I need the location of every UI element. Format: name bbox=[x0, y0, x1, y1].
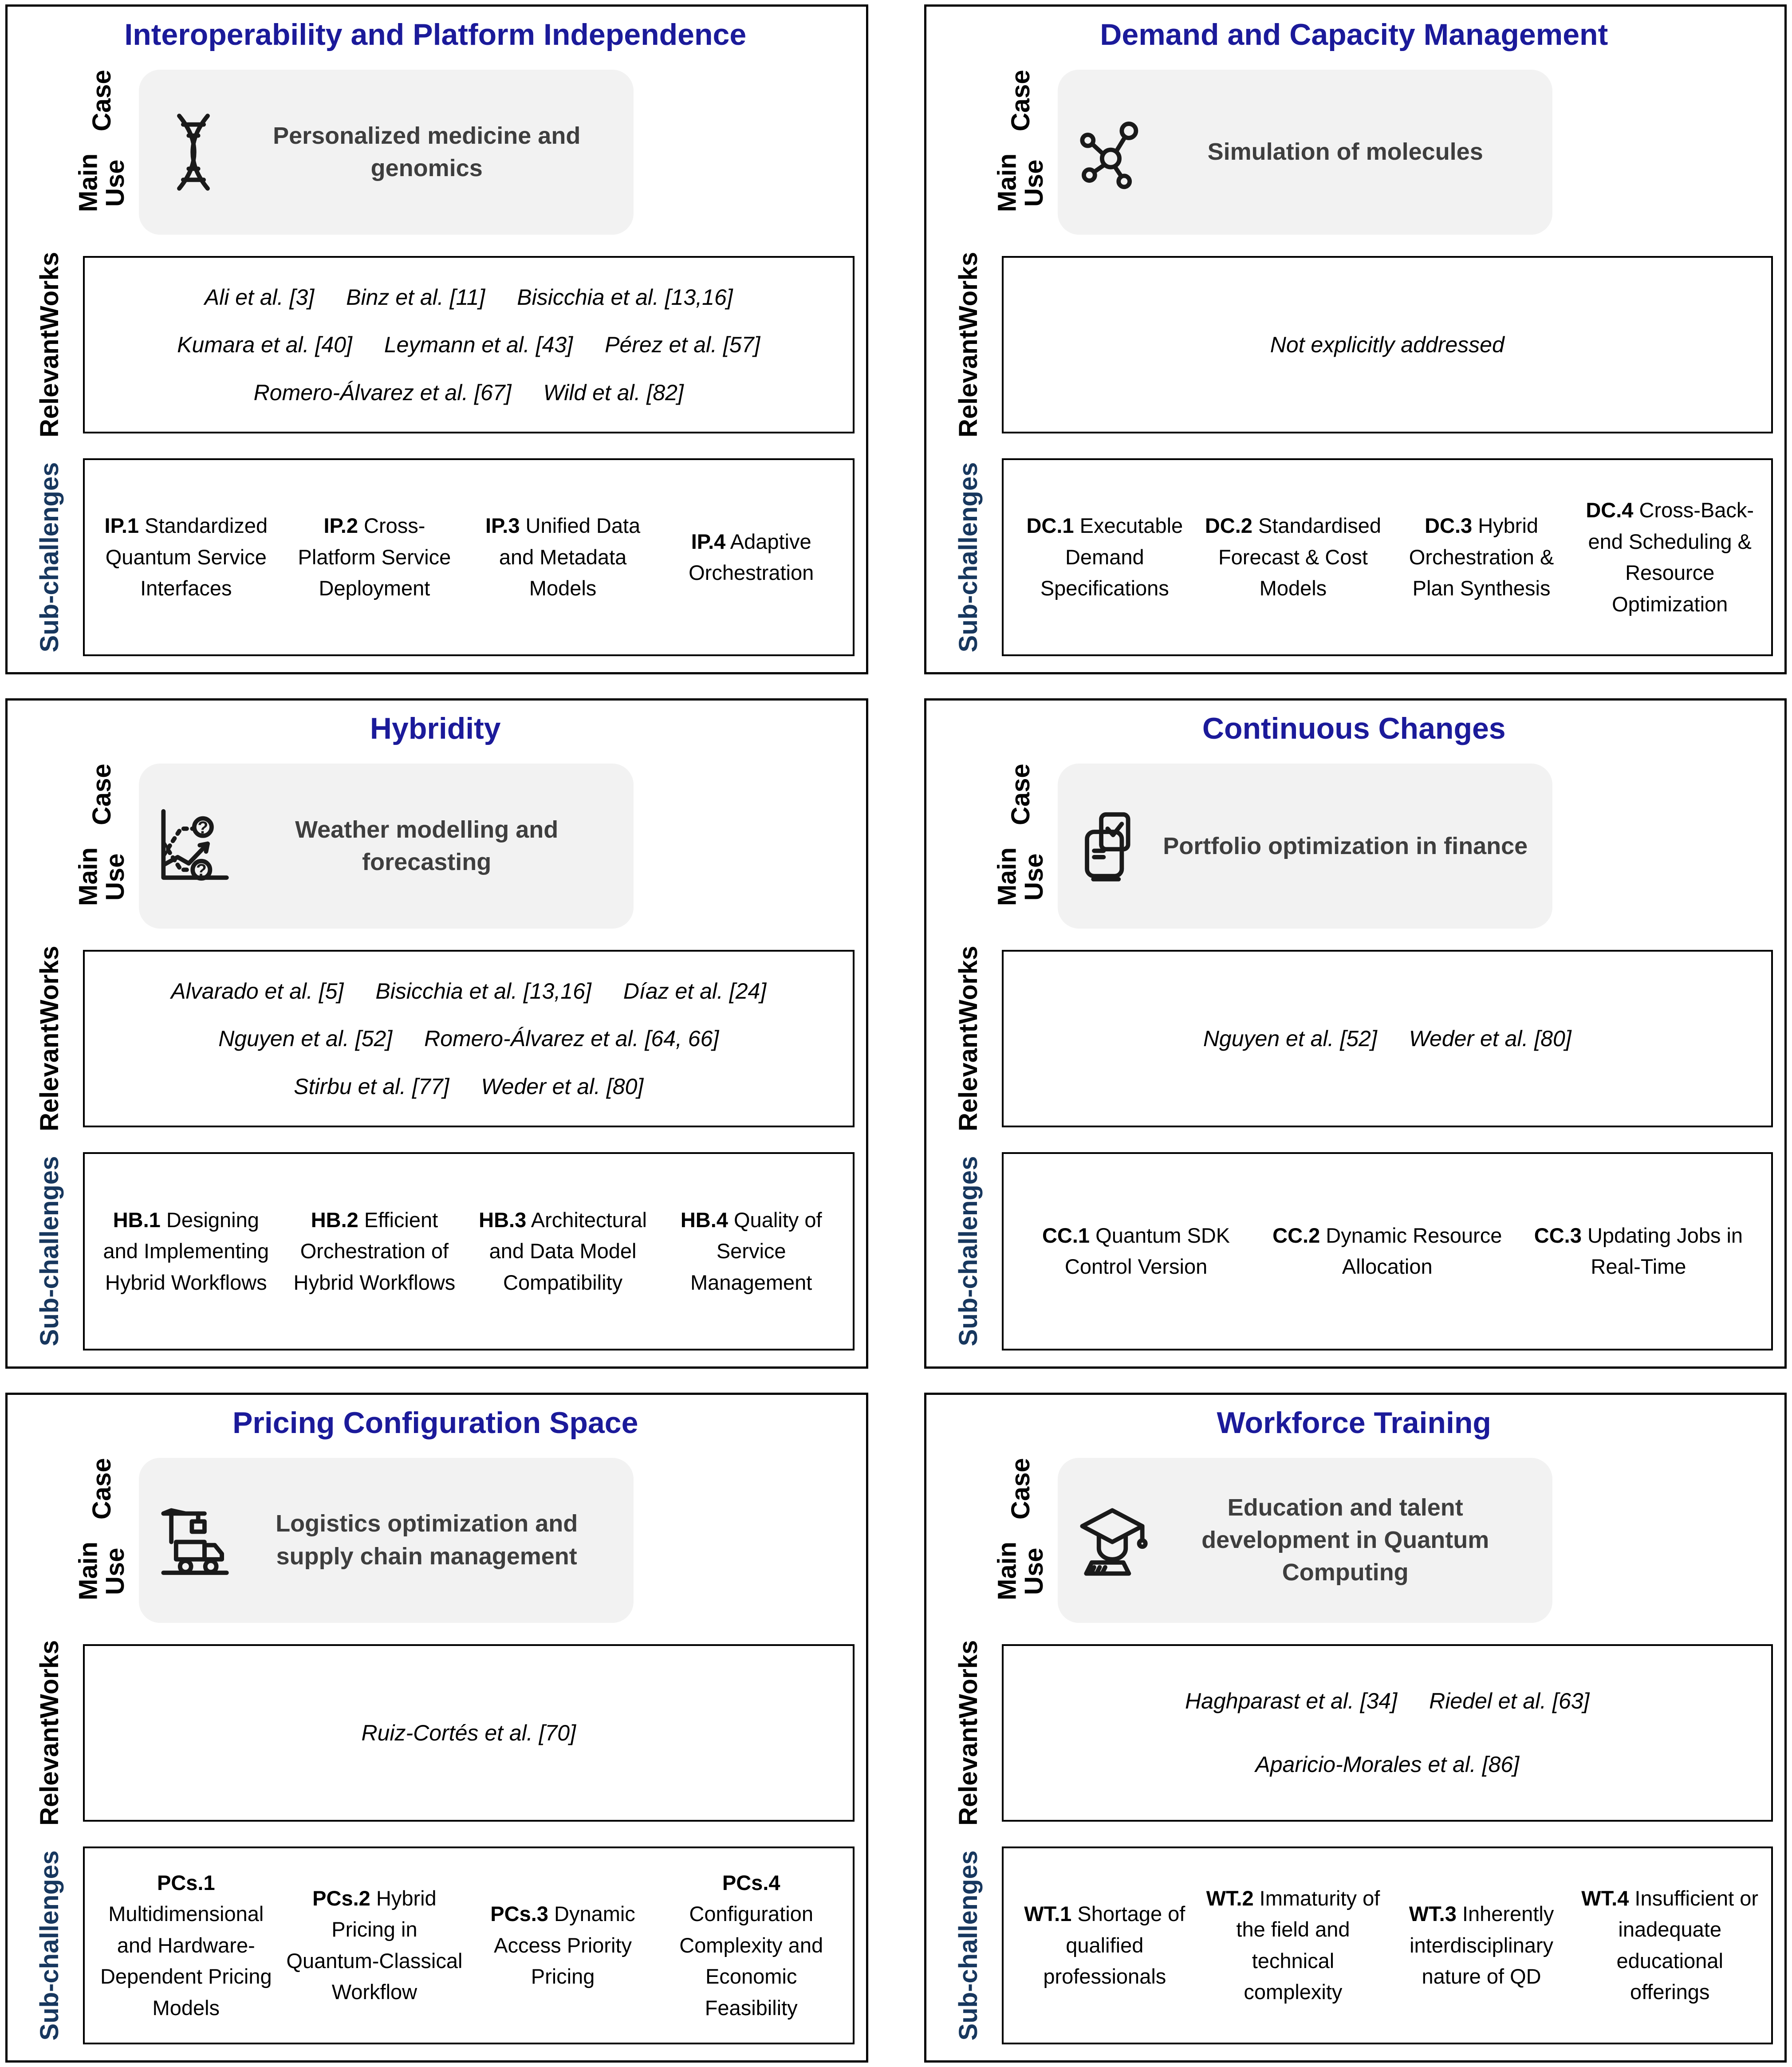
sub-challenge-code: HB.2 bbox=[311, 1208, 358, 1232]
citation: Riedel et al. [63] bbox=[1429, 1688, 1590, 1713]
sub-challenge-item: CC.1 Quantum SDK Control Version bbox=[1042, 1223, 1230, 1279]
citation: Weder et al. [80] bbox=[1409, 1026, 1571, 1051]
sub-challenge-code: IP.1 bbox=[104, 514, 139, 538]
sub-challenge-item: CC.2 Dynamic Resource Allocation bbox=[1272, 1223, 1502, 1279]
works-line bbox=[95, 284, 842, 310]
works-line bbox=[1014, 332, 1761, 358]
citation: Nguyen et al. [52] bbox=[1203, 1026, 1377, 1051]
works-line bbox=[1014, 1752, 1761, 1777]
sub-challenge-item: WT.4 Insufficient or inadequate educational offerings bbox=[1581, 1886, 1759, 2004]
sub-challenge-code: WT.1 bbox=[1024, 1902, 1072, 1926]
sub-challenge-code: WT.2 bbox=[1206, 1886, 1254, 1910]
sub-challenge-code: PCs.2 bbox=[312, 1886, 370, 1910]
sub-challenge-item: HB.4 Quality of Service Management bbox=[680, 1208, 822, 1294]
works-line bbox=[1014, 1026, 1761, 1051]
works-line bbox=[1014, 1688, 1761, 1714]
sub-challenge-code: WT.3 bbox=[1409, 1902, 1457, 1926]
sub-challenges-label: Sub-challenges bbox=[35, 462, 64, 653]
citation: Ali et al. [3] bbox=[204, 284, 315, 310]
sub-challenge-item: DC.3 Hybrid Orchestration & Plan Synthesis bbox=[1409, 514, 1554, 600]
works-line bbox=[95, 332, 842, 358]
sub-challenges-box bbox=[1002, 458, 1773, 656]
use-case-box bbox=[139, 70, 634, 235]
panel-title: Workforce Training bbox=[1217, 1406, 1491, 1440]
citation: Haghparast et al. [34] bbox=[1185, 1688, 1398, 1713]
dna-icon bbox=[154, 113, 233, 192]
works-line bbox=[95, 380, 842, 406]
citation: Bisicchia et al. [13,16] bbox=[375, 978, 591, 1004]
use-case-box bbox=[139, 1458, 634, 1623]
relevant-works-label: Relevant Works bbox=[35, 946, 64, 1132]
sub-challenges-label: Sub-challenges bbox=[35, 1850, 64, 2041]
sub-challenges-row bbox=[935, 1847, 1773, 2044]
use-case-text: Education and talent development in Quantum Computing bbox=[1201, 1494, 1489, 1586]
sub-challenges-box bbox=[83, 1152, 855, 1350]
sub-challenges-box bbox=[83, 1847, 855, 2044]
relevant-works-row bbox=[935, 252, 1773, 437]
relevant-works-box bbox=[1002, 950, 1773, 1127]
portfolio-folder-icon bbox=[1073, 807, 1152, 886]
panel-title: Continuous Changes bbox=[1202, 712, 1506, 746]
relevant-works-row bbox=[935, 946, 1773, 1132]
main-use-case-row bbox=[69, 764, 855, 929]
sub-challenge-item: CC.3 Updating Jobs in Real-Time bbox=[1534, 1223, 1743, 1279]
relevant-works-box bbox=[1002, 1644, 1773, 1822]
sub-challenges-label: Sub-challenges bbox=[35, 1156, 64, 1347]
panel-title: Hybridity bbox=[370, 712, 501, 746]
sub-challenges-box bbox=[1002, 1152, 1773, 1350]
sub-challenge-code: HB.4 bbox=[680, 1208, 728, 1232]
use-case-box bbox=[1058, 70, 1552, 235]
sub-challenge-item: PCs.1 Multidimensional and Hardware-Dependent Pricing Models bbox=[100, 1870, 272, 2020]
use-case-box bbox=[139, 764, 634, 929]
molecule-icon bbox=[1073, 113, 1152, 192]
citation: Díaz et al. [24] bbox=[623, 978, 767, 1004]
sub-challenge-item: IP.4 Adaptive Orchestration bbox=[689, 529, 814, 585]
sub-challenge-item: IP.1 Standardized Quantum Service Interfaces bbox=[104, 514, 268, 600]
relevant-works-box bbox=[83, 950, 855, 1127]
sub-challenge-code: CC.1 bbox=[1042, 1223, 1090, 1247]
works-line bbox=[95, 1026, 842, 1051]
citation: Romero-Álvarez et al. [64, 66] bbox=[424, 1026, 719, 1051]
relevant-works-label: Relevant Works bbox=[953, 252, 983, 437]
panel-pricing-configuration bbox=[5, 1393, 868, 2063]
main-use-case-label: Main Use Case bbox=[74, 764, 130, 906]
sub-challenge-code: IP.2 bbox=[323, 514, 358, 538]
citation: Wild et al. [82] bbox=[543, 380, 684, 405]
sub-challenge-code: CC.3 bbox=[1534, 1223, 1582, 1247]
panel-title: Interoperability and Platform Independence bbox=[124, 18, 747, 51]
relevant-works-box bbox=[1002, 256, 1773, 433]
main-use-case-label: Main Use Case bbox=[74, 70, 130, 213]
sub-challenge-code: DC.3 bbox=[1425, 514, 1473, 538]
relevant-works-row bbox=[16, 252, 855, 437]
main-use-case-label: Main Use Case bbox=[992, 764, 1048, 906]
sub-challenge-code: WT.4 bbox=[1581, 1886, 1629, 1910]
relevant-works-row bbox=[16, 1640, 855, 1826]
use-case-box bbox=[1058, 1458, 1552, 1623]
sub-challenge-item: WT.2 Immaturity of the field and technical complexity bbox=[1206, 1886, 1380, 2004]
sub-challenge-item: DC.4 Cross-Back-end Scheduling & Resource Optimization bbox=[1586, 498, 1754, 616]
sub-challenge-item: IP.2 Cross-Platform Service Deployment bbox=[298, 514, 451, 600]
main-use-case-row bbox=[988, 1458, 1773, 1623]
sub-challenges-row bbox=[16, 458, 855, 656]
citation: Binz et al. [11] bbox=[346, 284, 485, 310]
citation: Kumara et al. [40] bbox=[177, 332, 352, 357]
sub-challenge-code: DC.1 bbox=[1026, 514, 1074, 538]
panel-interoperability bbox=[5, 4, 868, 674]
panel-continuous-changes bbox=[924, 698, 1787, 1368]
svg-text:?: ? bbox=[196, 861, 207, 880]
sub-challenges-row bbox=[16, 1152, 855, 1350]
sub-challenge-item: IP.3 Unified Data and Metadata Models bbox=[485, 514, 641, 600]
main-use-case-row bbox=[69, 70, 855, 235]
sub-challenge-code: IP.4 bbox=[691, 529, 726, 553]
sub-challenge-item: HB.2 Efficient Orchestration of Hybrid Workflows bbox=[293, 1208, 456, 1294]
panel-title: Pricing Configuration Space bbox=[232, 1406, 638, 1440]
sub-challenge-code: DC.4 bbox=[1586, 498, 1634, 522]
sub-challenge-item: PCs.2 Hybrid Pricing in Quantum-Classical Workflow bbox=[286, 1886, 463, 2004]
sub-challenge-item: WT.3 Inherently interdisciplinary nature of QD bbox=[1409, 1902, 1554, 1988]
citation: Weder et al. [80] bbox=[481, 1074, 644, 1099]
sub-challenges-box bbox=[83, 458, 855, 656]
sub-challenges-label: Sub-challenges bbox=[953, 1850, 983, 2041]
sub-challenges-label: Sub-challenges bbox=[953, 462, 983, 653]
svg-text:?: ? bbox=[197, 818, 209, 838]
sub-challenge-code: PCs.1 bbox=[157, 1870, 215, 1894]
citation: Stirbu et al. [77] bbox=[294, 1074, 449, 1099]
use-case-box bbox=[1058, 764, 1552, 929]
sub-challenge-item: PCs.3 Dynamic Access Priority Pricing bbox=[490, 1902, 635, 1988]
citation: Leymann et al. [43] bbox=[384, 332, 573, 357]
sub-challenge-item: HB.3 Architectural and Data Model Compatibility bbox=[479, 1208, 647, 1294]
relevant-works-label: Relevant Works bbox=[953, 946, 983, 1132]
citation: Ruiz-Cortés et al. [70] bbox=[361, 1720, 576, 1745]
use-case-text: Simulation of molecules bbox=[1207, 138, 1483, 165]
use-case-text: Portfolio optimization in finance bbox=[1163, 832, 1528, 859]
panel-demand-capacity bbox=[924, 4, 1787, 674]
citation: Not explicitly addressed bbox=[1270, 332, 1504, 357]
works-line bbox=[95, 1074, 842, 1099]
sub-challenge-item: DC.1 Executable Demand Specifications bbox=[1026, 514, 1183, 600]
sub-challenge-item: WT.1 Shortage of qualified professionals bbox=[1024, 1902, 1185, 1988]
citation: Aparicio-Morales et al. [86] bbox=[1255, 1752, 1520, 1777]
works-line bbox=[95, 978, 842, 1004]
relevant-works-box bbox=[83, 1644, 855, 1822]
citation: Bisicchia et al. [13,16] bbox=[517, 284, 733, 310]
graduation-cap-icon bbox=[1073, 1501, 1152, 1580]
panel-workforce-training bbox=[924, 1393, 1787, 2063]
relevant-works-row bbox=[935, 1640, 1773, 1826]
citation: Nguyen et al. [52] bbox=[218, 1026, 393, 1051]
forecast-chart-icon bbox=[154, 807, 233, 886]
use-case-text: Personalized medicine and genomics bbox=[273, 122, 581, 181]
sub-challenge-item: DC.2 Standardised Forecast & Cost Models bbox=[1205, 514, 1381, 600]
sub-challenge-code: CC.2 bbox=[1272, 1223, 1320, 1247]
citation: Romero-Álvarez et al. [67] bbox=[253, 380, 512, 405]
sub-challenge-code: PCs.4 bbox=[722, 1870, 780, 1894]
use-case-text: Logistics optimization and supply chain management bbox=[276, 1510, 578, 1570]
sub-challenge-code: PCs.3 bbox=[490, 1902, 548, 1926]
works-line bbox=[95, 1720, 842, 1746]
citation: Pérez et al. [57] bbox=[605, 332, 760, 357]
main-use-case-row bbox=[988, 70, 1773, 235]
panel-hybridity bbox=[5, 698, 868, 1368]
sub-challenge-code: HB.1 bbox=[113, 1208, 161, 1232]
sub-challenge-item: PCs.4 Configuration Complexity and Economic Feasibility bbox=[679, 1870, 823, 2020]
citation: Alvarado et al. [5] bbox=[171, 978, 344, 1004]
sub-challenges-label: Sub-challenges bbox=[953, 1156, 983, 1347]
relevant-works-box bbox=[83, 256, 855, 433]
sub-challenges-row bbox=[16, 1847, 855, 2044]
panel-title: Demand and Capacity Management bbox=[1100, 18, 1608, 51]
main-use-case-label: Main Use Case bbox=[992, 1457, 1048, 1601]
sub-challenges-row bbox=[935, 458, 1773, 656]
sub-challenge-code: IP.3 bbox=[485, 514, 520, 538]
main-use-case-row bbox=[69, 1458, 855, 1623]
main-use-case-label: Main Use Case bbox=[74, 1457, 130, 1601]
sub-challenges-row bbox=[935, 1152, 1773, 1350]
relevant-works-label: Relevant Works bbox=[953, 1640, 983, 1826]
sub-challenge-item: HB.1 Designing and Implementing Hybrid Workflows bbox=[103, 1208, 269, 1294]
relevant-works-row bbox=[16, 946, 855, 1132]
main-use-case-row bbox=[988, 764, 1773, 929]
use-case-text: Weather modelling and forecasting bbox=[295, 816, 559, 876]
main-use-case-label: Main Use Case bbox=[992, 70, 1048, 213]
sub-challenge-code: DC.2 bbox=[1205, 514, 1252, 538]
sub-challenge-code: HB.3 bbox=[479, 1208, 527, 1232]
relevant-works-label: Relevant Works bbox=[35, 252, 64, 437]
sub-challenges-box bbox=[1002, 1847, 1773, 2044]
logistics-crane-truck-icon bbox=[154, 1501, 233, 1580]
relevant-works-label: Relevant Works bbox=[35, 1640, 64, 1826]
